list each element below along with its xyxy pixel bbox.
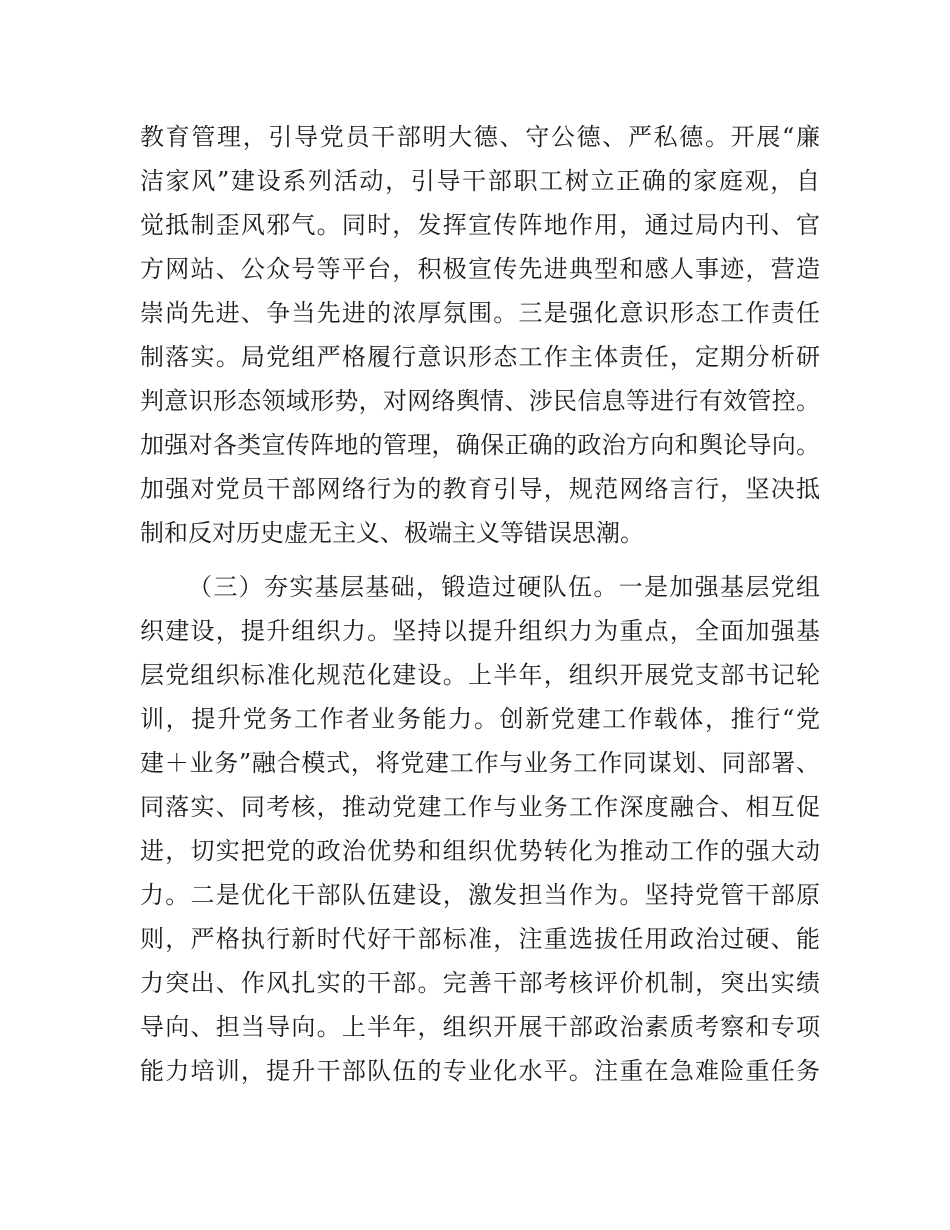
text-line: 方网站、公众号等平台，积极宣传先进典型和感人事迹，营造 [140, 255, 820, 283]
text-line: 加强对各类宣传阵地的管理，确保正确的政治方向和舆论导向。 [140, 431, 820, 459]
text-line: 力。二是优化干部队伍建设，激发担当作为。坚持党管干部原 [140, 881, 820, 909]
text-line: 制落实。局党组严格履行意识形态工作主体责任，定期分析研 [140, 343, 820, 371]
text-line: 织建设，提升组织力。坚持以提升组织力为重点，全面加强基 [140, 617, 820, 645]
text-line: 崇尚先进、争当先进的浓厚氛围。三是强化意识形态工作责任 [140, 299, 820, 327]
text-line: 判意识形态领域形势，对网络舆情、涉民信息等进行有效管控。 [140, 387, 820, 415]
text-line: 能力培训，提升干部队伍的专业化水平。注重在急难险重任务 [140, 1057, 820, 1085]
text-line: 导向、担当导向。上半年，组织开展干部政治素质考察和专项 [140, 1013, 820, 1041]
text-line: 进，切实把党的政治优势和组织优势转化为推动工作的强大动 [140, 837, 820, 865]
text-line: 加强对党员干部网络行为的教育引导，规范网络言行，坚决抵 [140, 475, 820, 503]
text-line: 建＋业务”融合模式，将党建工作与业务工作同谋划、同部署、 [140, 749, 820, 777]
text-line: 力突出、作风扎实的干部。完善干部考核评价机制，突出实绩 [140, 969, 820, 997]
text-line: 制和反对历史虚无主义、极端主义等错误思潮。 [140, 519, 644, 547]
text-line: 洁家风”建设系列活动，引导干部职工树立正确的家庭观，自 [140, 167, 820, 195]
section-heading-line: （三）夯实基层基础，锻造过硬队伍。一是加强基层党组 [188, 573, 820, 601]
text-line: 训，提升党务工作者业务能力。创新党建工作载体，推行“党 [140, 705, 820, 733]
text-line: 同落实、同考核，推动党建工作与业务工作深度融合、相互促 [140, 793, 820, 821]
text-line: 觉抵制歪风邪气。同时，发挥宣传阵地作用，通过局内刊、官 [140, 211, 820, 239]
text-line: 教育管理，引导党员干部明大德、守公德、严私德。开展“廉 [140, 123, 820, 151]
text-line: 层党组织标准化规范化建设。上半年，组织开展党支部书记轮 [140, 661, 820, 689]
text-line: 则，严格执行新时代好干部标准，注重选拔任用政治过硬、能 [140, 925, 820, 953]
